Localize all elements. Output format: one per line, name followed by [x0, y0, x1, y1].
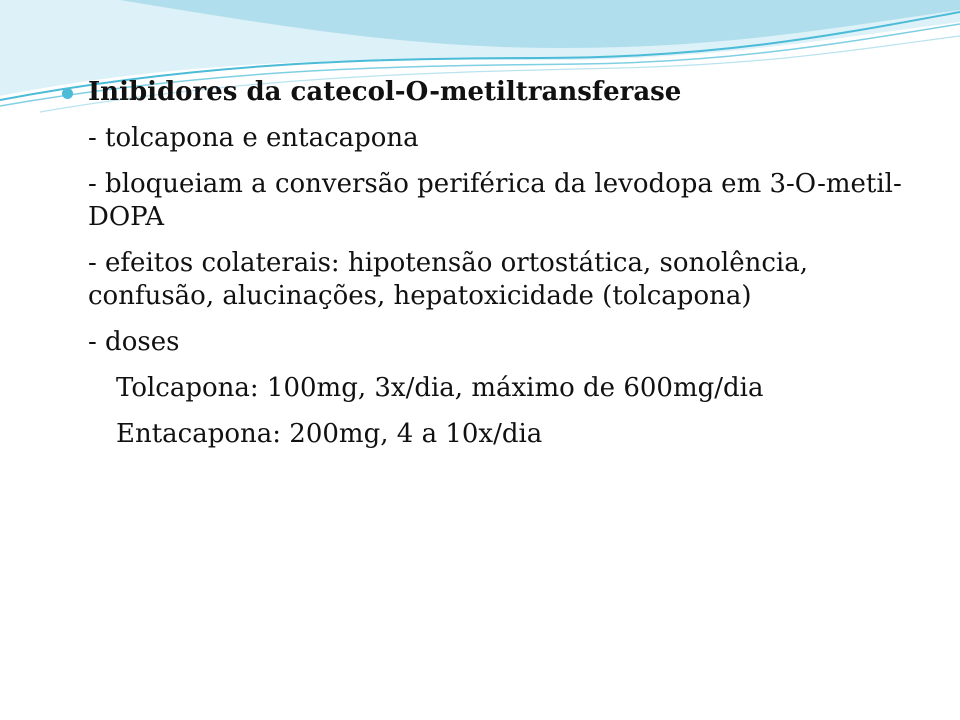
slide-content — [62, 76, 922, 451]
sub-line-drugs: - tolcapona e entacapona — [88, 123, 419, 153]
sub-line-side-effects: - efeitos colaterais: hipotensão ortostática, sonolência, confusão, alucinações, hepatoxicidade (tolcapona) — [88, 248, 808, 311]
slide-heading: Inibidores da catecol-O-metiltransferase — [88, 77, 682, 107]
dose-line-tolcapona: Tolcapona: 100mg, 3x/dia, máximo de 600mg/dia — [116, 373, 764, 403]
bullet-item — [62, 76, 922, 109]
dose-line-entacapona: Entacapona: 200mg, 4 a 10x/dia — [116, 419, 543, 449]
bullet-dot-icon — [62, 88, 73, 99]
sub-line-mechanism: - bloqueiam a conversão periférica da levodopa em 3-O-metil-DOPA — [88, 169, 902, 232]
sub-line-doses: - doses — [88, 327, 180, 357]
